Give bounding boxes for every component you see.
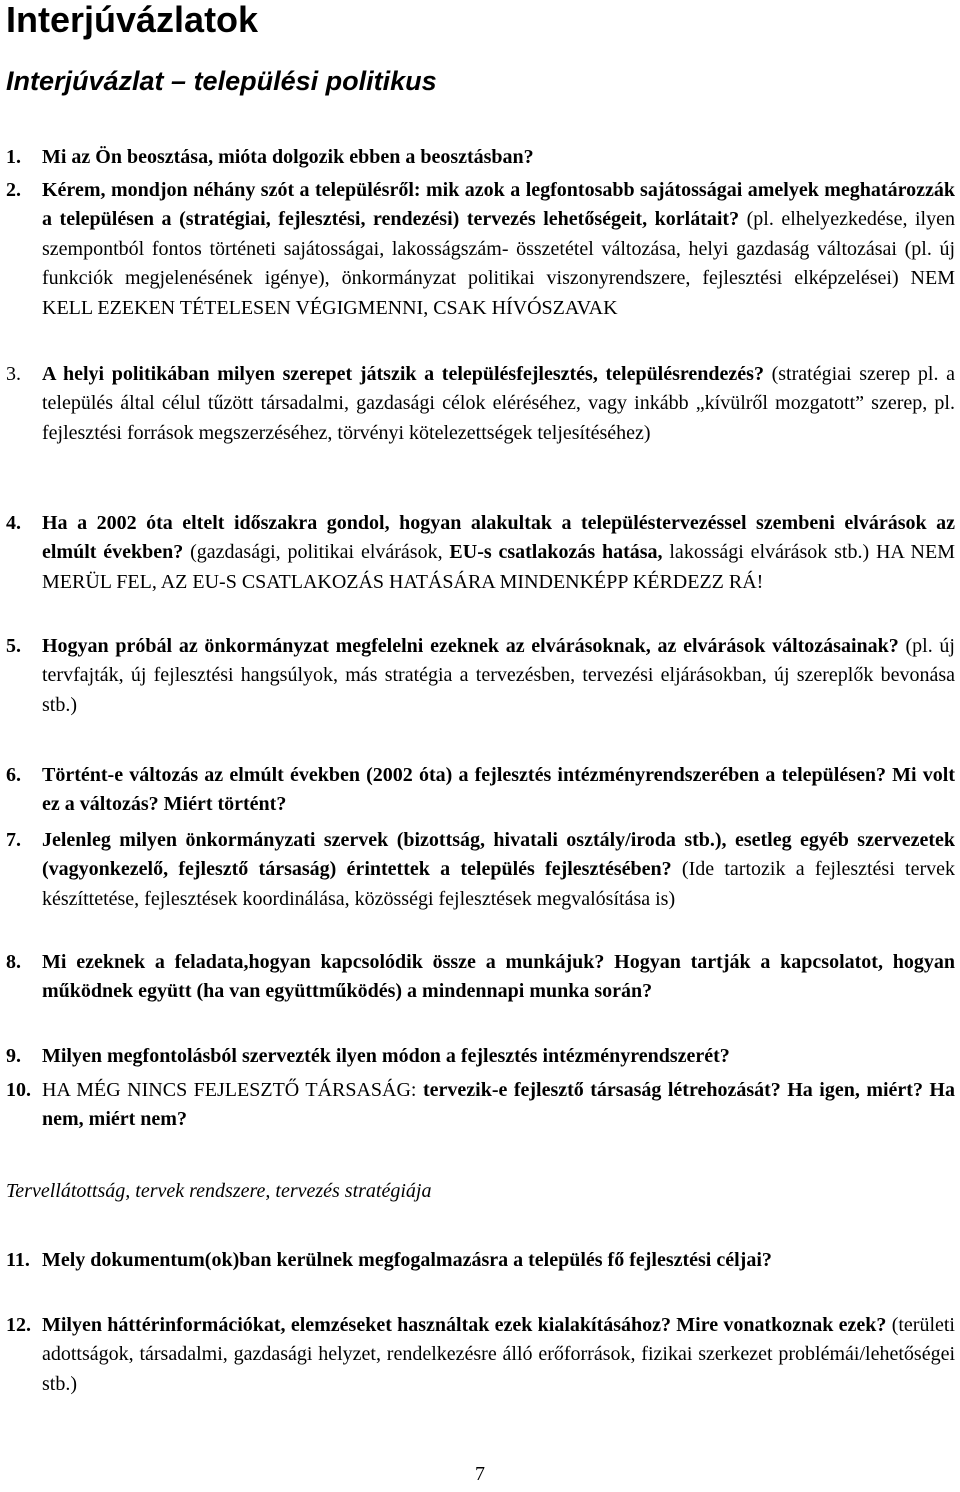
question-number: 9. [6, 1045, 21, 1067]
question-text [42, 1311, 955, 1399]
question-number: 2. [6, 179, 21, 201]
question-text [42, 632, 955, 720]
question-text [42, 509, 955, 597]
question-text [42, 1042, 955, 1071]
question-bold-text: Ha a 2002 óta eltelt időszakra gondol, hogyan alakultak a településtervezéssel szembeni elvárások az elmúlt években? [42, 512, 955, 564]
section-heading: Tervellátottság, tervek rendszere, tervezés stratégiája [6, 1180, 432, 1202]
question-detail-text: (területi adottságok, társadalmi, gazdasági helyzet, rendelkezésre álló erőforrások, fizikai szerkezet problémái/lehetőségei stb.) [42, 1314, 955, 1395]
question-bold-text: Mi az Ön beosztása, mióta dolgozik ebben a beosztásban? [42, 146, 534, 168]
question-detail-text: (gazdasági, politikai elvárások, [183, 541, 450, 564]
question-bold-text: Jelenleg milyen önkormányzati szervek (bizottság, hivatali osztály/iroda stb.), esetleg egyéb szervezetek (vagyonkezelő, fejlesztő társaság) érintettek a település fejlesztésében? [42, 829, 955, 881]
question-bold-text: Mely dokumentum(ok)ban kerülnek megfogalmazásra a település fő fejlesztési céljai? [42, 1249, 772, 1271]
question-number: 8. [6, 951, 21, 973]
question-bold-text: Milyen megfontolásból szervezték ilyen módon a fejlesztés intézményrendszerét? [42, 1045, 730, 1067]
question-text [42, 826, 955, 914]
document-title: Interjúvázlatok [6, 0, 259, 40]
question-number: 1. [6, 146, 21, 168]
question-bold-text: Hogyan próbál az önkormányzat megfelelni ezeknek az elvárásoknak, az elvárások változásainak? [42, 635, 899, 657]
question-text [42, 1076, 955, 1135]
question-bold-text: Mi ezeknek a feladata,hogyan kapcsolódik össze a munkájuk? Hogyan tartják a kapcsolatot, hogyan működnek együtt (ha van együttműködés) a mindennapi munka során? [42, 951, 955, 1003]
question-bold-text: Történt-e változás az elmúlt években (2002 óta) a fejlesztés intézményrendszerében a településen? Mi volt ez a változás? Miért történt? [42, 764, 955, 816]
question-bold-text: EU-s csatlakozás hatása, [449, 541, 663, 564]
question-text [42, 176, 955, 323]
question-number: 3. [6, 363, 21, 385]
question-bold-text: A helyi politikában milyen szerepet játszik a településfejlesztés, településrendezés? [42, 363, 764, 385]
question-number: 10. [6, 1079, 31, 1101]
question-bold-text: Kérem, mondjon néhány szót a településről: mik azok a legfontosabb sajátosságai amelyek meghatározzák a településen a (stratégiai, fejlesztési, rendezési) tervezés lehetőségeit, korlátait? [42, 179, 955, 231]
page-number: 7 [475, 1463, 485, 1485]
question-bold-text: Milyen háttérinformációkat, elemzéseket használtak ezek kialakításához? Mire vonatkoznak ezek? [42, 1314, 887, 1336]
question-text [42, 948, 955, 1007]
question-number: 5. [6, 635, 21, 657]
question-number: 7. [6, 829, 21, 851]
question-number: 6. [6, 764, 21, 786]
question-number: 12. [6, 1314, 31, 1336]
question-detail-text: lakossági elvárások stb.) HA NEM MERÜL FEL, AZ EU-S CSATLAKOZÁS HATÁSÁRA MINDENKÉPP KÉRDEZZ RÁ! [42, 541, 956, 593]
question-number: 11. [6, 1249, 30, 1271]
document-subtitle: Interjúvázlat – települési politikus [6, 66, 437, 96]
question-text [42, 1246, 955, 1275]
question-bold-text: tervezik-e fejlesztő társaság létrehozását? Ha igen, miért? Ha nem, miért nem? [42, 1079, 955, 1131]
question-prefix-text: HA MÉG NINCS FEJLESZTŐ TÁRSASÁG: [42, 1079, 423, 1101]
question-detail-text: (pl. új tervfajták, új fejlesztési hangsúlyok, más stratégia a tervezésben, tervezési eljárásokban, új szereplők bevonása stb.) [42, 635, 955, 716]
question-detail-text: (stratégiai szerep pl. a település által célul tűzött társadalmi, gazdasági célok eléréséhez, vagy inkább „kívülről mozgatott” szerep, pl. fejlesztési források megszerzéséhez, törvényi kötelezettségek teljesítéséhez) [42, 363, 955, 444]
question-detail-text: (pl. elhelyezkedése, ilyen szempontból fontos történeti sajátosságai, lakosságszám- összetétel változása, helyi gazdaság változásai (pl. új funkciók megjelenésének igénye), önkormányzat politikai viszonyrendszere, fejlesztési elképzelései) NEM KELL EZEKEN TÉTELESEN VÉGIGMENNI, CSAK HÍVÓSZAVAK [42, 208, 955, 319]
question-text [42, 360, 955, 448]
question-number: 4. [6, 512, 21, 534]
question-detail-text: (Ide tartozik a fejlesztési tervek készíttetése, fejlesztések koordinálása, közösségi fejlesztések megvalósítása is) [42, 858, 955, 910]
question-text [42, 143, 955, 172]
question-text [42, 761, 955, 820]
